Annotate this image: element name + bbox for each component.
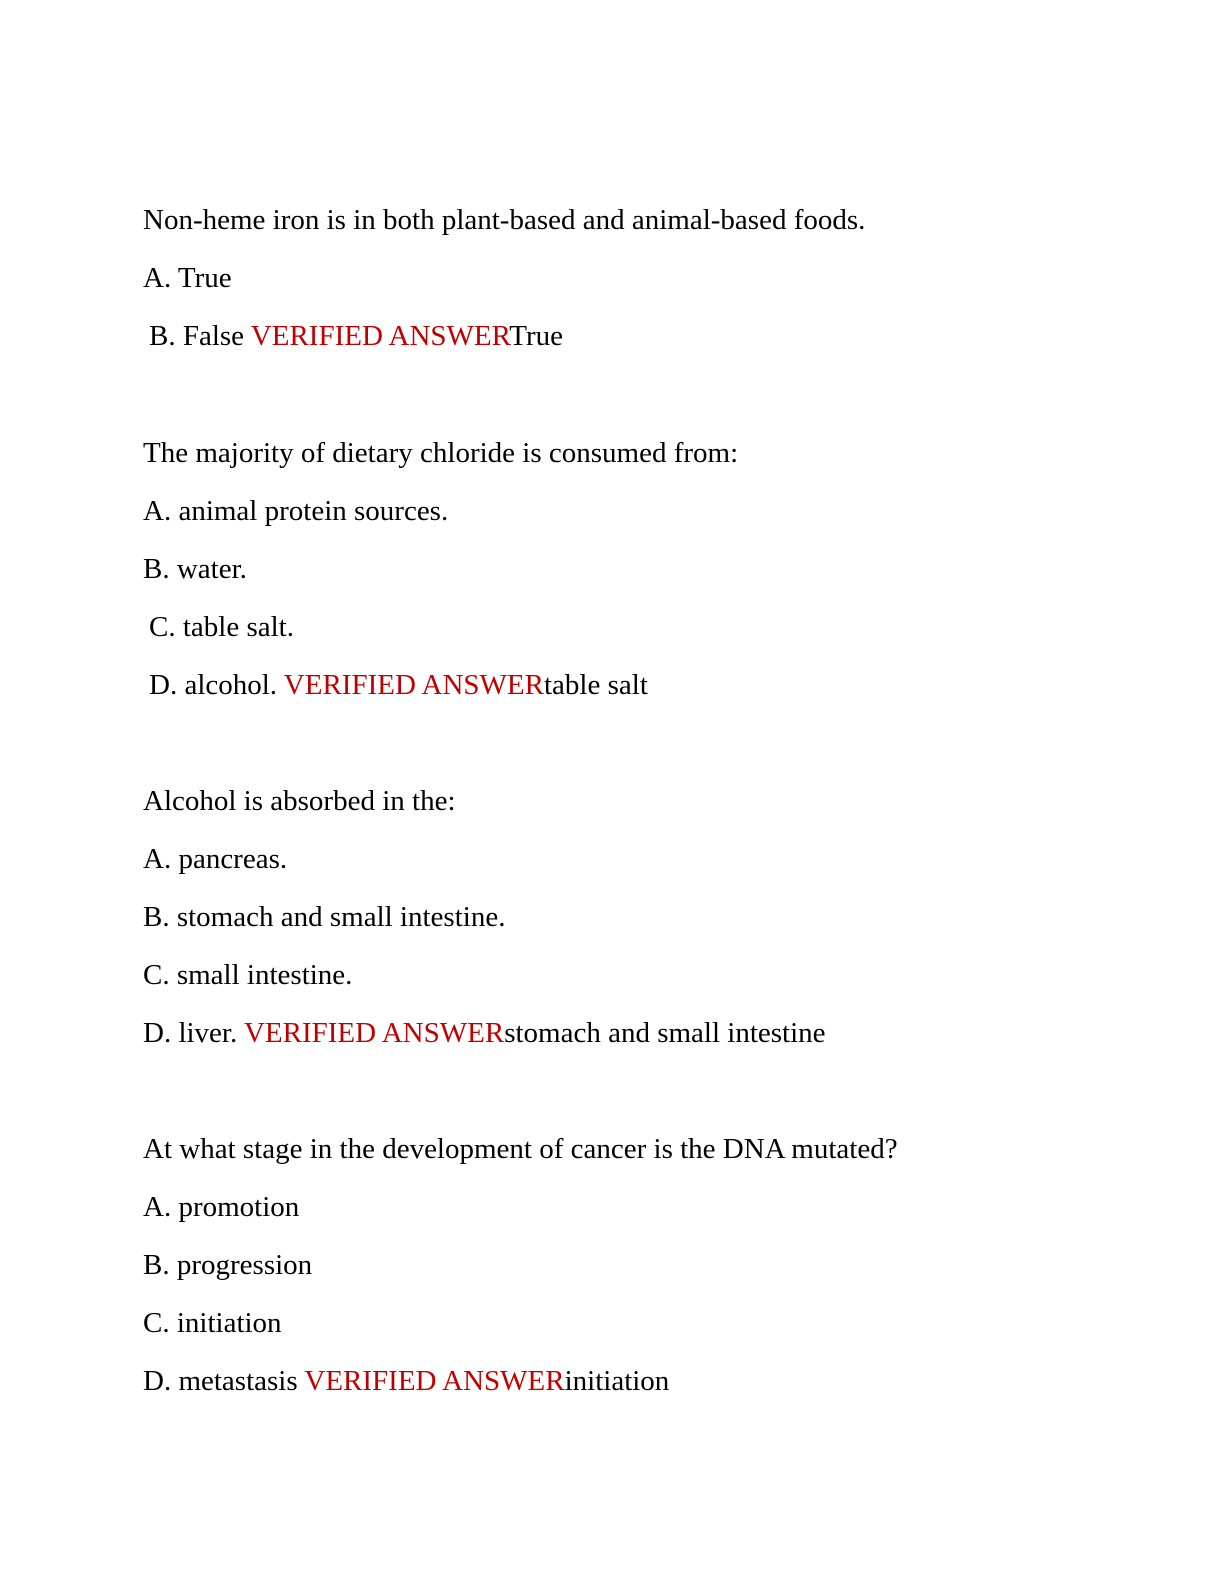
- verified-answer-value: table salt: [544, 669, 648, 701]
- answer-option-text: D. liver.: [143, 1017, 238, 1049]
- verified-answer-label: VERIFIED ANSWER: [250, 320, 510, 352]
- answer-option: C. table salt.: [149, 611, 294, 643]
- verified-answer-label: VERIFIED ANSWER: [243, 1017, 505, 1049]
- answer-option: B. progression: [143, 1249, 313, 1281]
- answer-option: A. animal protein sources.: [143, 495, 449, 527]
- answer-option: A. pancreas.: [143, 843, 288, 875]
- answer-option-with-verified-answer: [143, 1015, 826, 1051]
- answer-option: A. True: [143, 262, 232, 294]
- verified-answer-label: VERIFIED ANSWER: [304, 1365, 565, 1397]
- answer-option: C. small intestine.: [143, 959, 353, 991]
- verified-answer-label: VERIFIED ANSWER: [283, 669, 544, 701]
- answer-option-text: D. alcohol.: [149, 669, 278, 701]
- question-text: Non-heme iron is in both plant-based and animal-based foods.: [143, 204, 866, 236]
- answer-option: A. promotion: [143, 1191, 300, 1223]
- answer-option-with-verified-answer: [149, 318, 563, 354]
- answer-option-text: B. False: [149, 320, 245, 352]
- answer-option: B. water.: [143, 553, 247, 585]
- answer-option: C. initiation: [143, 1307, 282, 1339]
- verified-answer-value: stomach and small intestine: [504, 1017, 826, 1049]
- question-text: Alcohol is absorbed in the:: [143, 785, 456, 817]
- answer-option-with-verified-answer: [143, 1363, 669, 1399]
- answer-option-with-verified-answer: [149, 667, 648, 703]
- verified-answer-value: True: [509, 320, 563, 352]
- answer-option-text: D. metastasis: [143, 1365, 298, 1397]
- answer-option: B. stomach and small intestine.: [143, 901, 506, 933]
- question-text: The majority of dietary chloride is consumed from:: [143, 437, 739, 469]
- verified-answer-value: initiation: [564, 1365, 670, 1397]
- question-text: At what stage in the development of cancer is the DNA mutated?: [143, 1133, 898, 1165]
